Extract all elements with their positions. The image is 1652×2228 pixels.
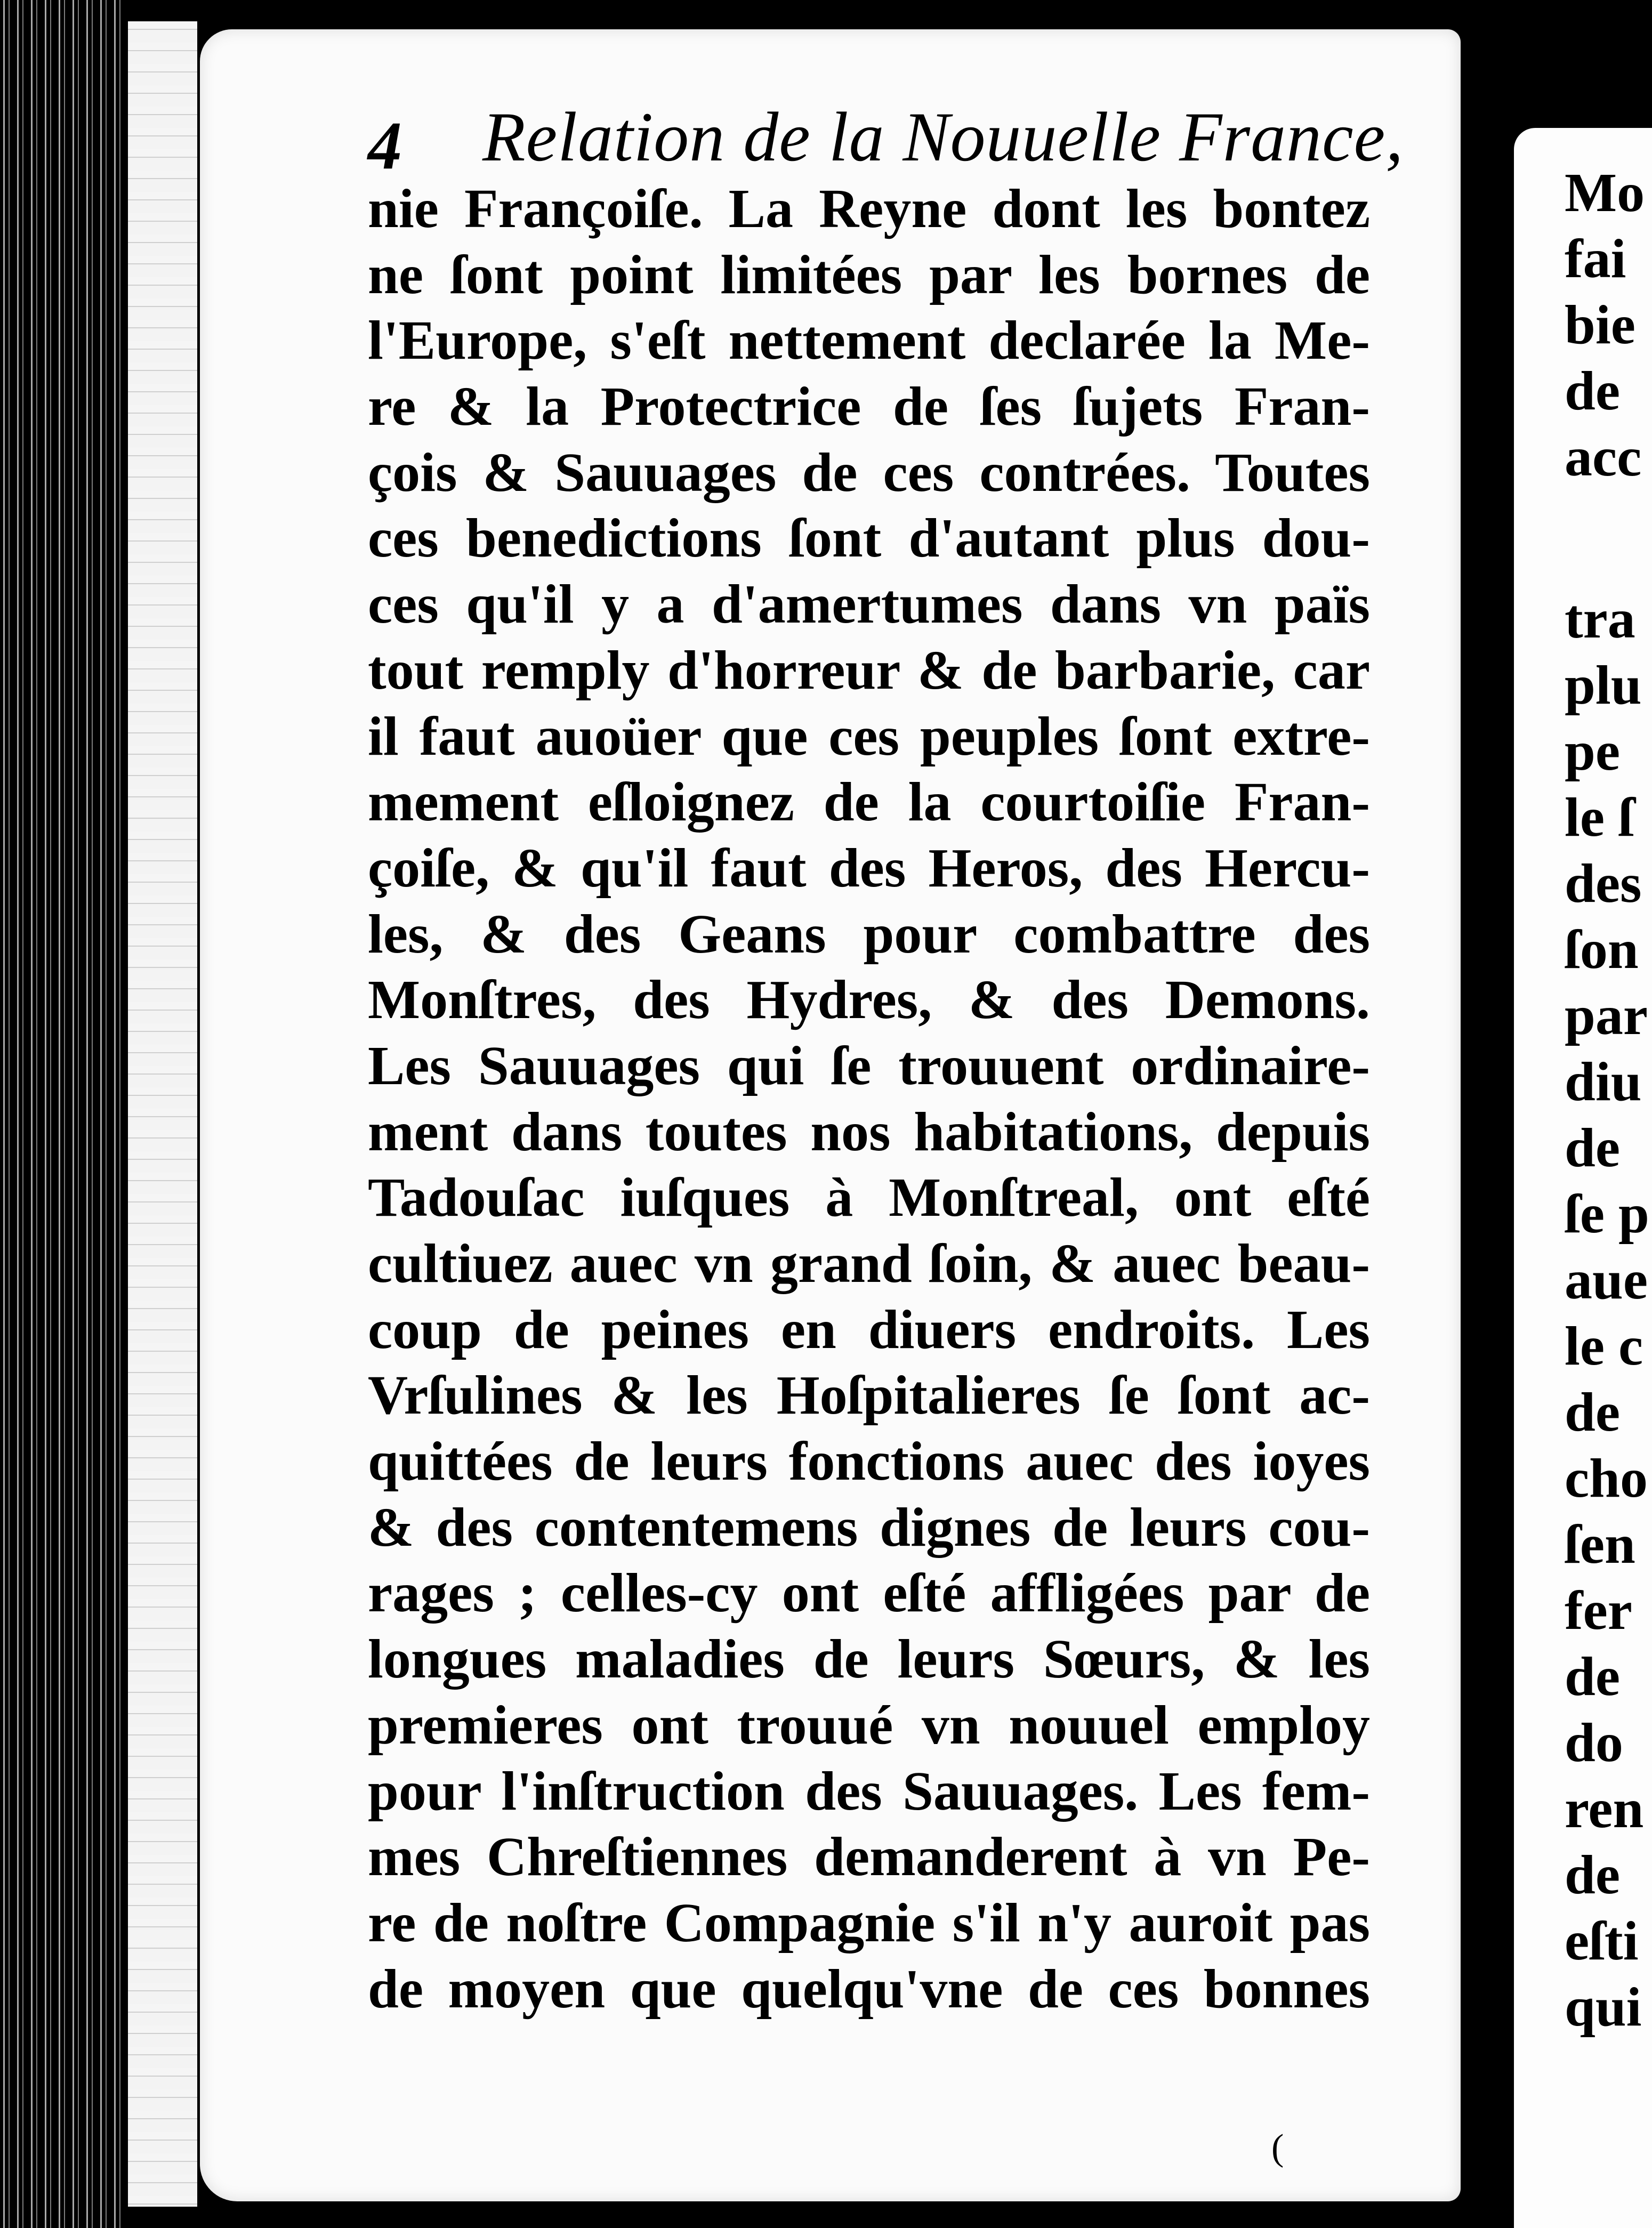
facing-text-line: Mo — [1565, 162, 1645, 223]
text-line: cultiuez auec vn grand ſoin, & auec beau- — [368, 1233, 1370, 1294]
text-line: coup de peines en diuers endroits. Les — [368, 1298, 1370, 1360]
facing-text-line: eſti — [1565, 1910, 1639, 1972]
bottom-mark: ( — [1271, 2127, 1284, 2168]
text-line: Monſtres, des Hydres, & des Demons. — [368, 969, 1370, 1031]
facing-text-line: tra — [1565, 588, 1635, 650]
text-line: Vrſulines & les Hoſpitalieres ſe ſont ac- — [368, 1365, 1370, 1426]
text-line: re & la Protectrice de ſes ſujets Fran- — [368, 376, 1370, 438]
facing-text-line: fer — [1565, 1580, 1632, 1641]
body-text — [368, 176, 1370, 2022]
page-edges — [128, 21, 197, 2207]
text-line: & des contentemens dignes de leurs cou- — [368, 1496, 1370, 1558]
text-line: tout remply d'horreur & de barbarie, car — [368, 639, 1370, 701]
facing-text-line: le ſ — [1565, 787, 1634, 848]
text-line: ces qu'il y a d'amertumes dans vn païs — [368, 574, 1370, 635]
facing-text-line: ſon — [1565, 919, 1639, 980]
text-line: premieres ont trouué vn nouuel employ — [368, 1694, 1370, 1756]
text-line: pour l'inſtruction des Sauuages. Les fem- — [368, 1760, 1370, 1822]
book-binding — [0, 0, 128, 2228]
text-line: il faut auoüer que ces peuples ſont extre- — [368, 705, 1370, 767]
facing-text-line: de — [1565, 1117, 1620, 1178]
text-line: çoiſe, & qu'il faut des Heros, des Hercu- — [368, 837, 1370, 899]
facing-text-line: pe — [1565, 721, 1620, 782]
text-line: longues maladies de leurs Sœurs, & les — [368, 1628, 1370, 1690]
facing-text-line: ſen — [1565, 1514, 1635, 1575]
facing-text-line: qui — [1565, 1976, 1642, 2038]
facing-text-line: de — [1565, 1844, 1620, 1906]
facing-text-line: plu — [1565, 655, 1642, 716]
text-line: les, & des Geans pour combattre des — [368, 903, 1370, 965]
text-line: de moyen que quelqu'vne de ces bonnes — [368, 1958, 1370, 2020]
text-line: ne ſont point limitées par les bornes de — [368, 244, 1370, 305]
text-line: mes Chreſtiennes demanderent à vn Pe- — [368, 1826, 1370, 1888]
facing-text-line: acc — [1565, 426, 1642, 488]
facing-text-line: ren — [1565, 1778, 1644, 1839]
text-line: Les Sauuages qui ſe trouuent ordinaire- — [368, 1035, 1370, 1096]
text-line: ment dans toutes nos habitations, depuis — [368, 1101, 1370, 1163]
facing-text-line: fai — [1565, 228, 1626, 289]
facing-text-line: ſe p — [1565, 1183, 1649, 1245]
text-line: mement eſloignez de la courtoiſie Fran- — [368, 771, 1370, 833]
facing-text-line: bie — [1565, 294, 1635, 356]
text-line: ces benedictions ſont d'autant plus dou- — [368, 507, 1370, 569]
text-line: çois & Sauuages de ces contrées. Toutes — [368, 441, 1370, 503]
facing-text-line: aue — [1565, 1249, 1648, 1311]
facing-text-line: de — [1565, 1646, 1620, 1707]
running-head: Relation de la Nouuelle France, — [482, 98, 1404, 176]
facing-text-line: cho — [1565, 1448, 1648, 1509]
text-line: re de noſtre Compagnie s'il n'y auroit pas — [368, 1892, 1370, 1953]
text-line: l'Europe, s'eſt nettement declarée la Me- — [368, 310, 1370, 372]
facing-text-line: le c — [1565, 1315, 1643, 1377]
facing-text-line: de — [1565, 1382, 1620, 1443]
page-number: 4 — [368, 108, 402, 183]
facing-text-line: de — [1565, 360, 1620, 422]
facing-text-line: do — [1565, 1712, 1623, 1773]
facing-text-line: diu — [1565, 1051, 1642, 1112]
text-line: Tadouſac iuſques à Monſtreal, ont eſté — [368, 1167, 1370, 1229]
text-line: rages ; celles-cy ont eſté affligées par de — [368, 1562, 1370, 1624]
facing-text-line: des — [1565, 853, 1642, 914]
facing-text-line: par — [1565, 985, 1648, 1046]
text-line: quittées de leurs fonctions auec des ioyes — [368, 1431, 1370, 1492]
text-line: nie Françoiſe. La Reyne dont les bontez — [368, 178, 1370, 239]
